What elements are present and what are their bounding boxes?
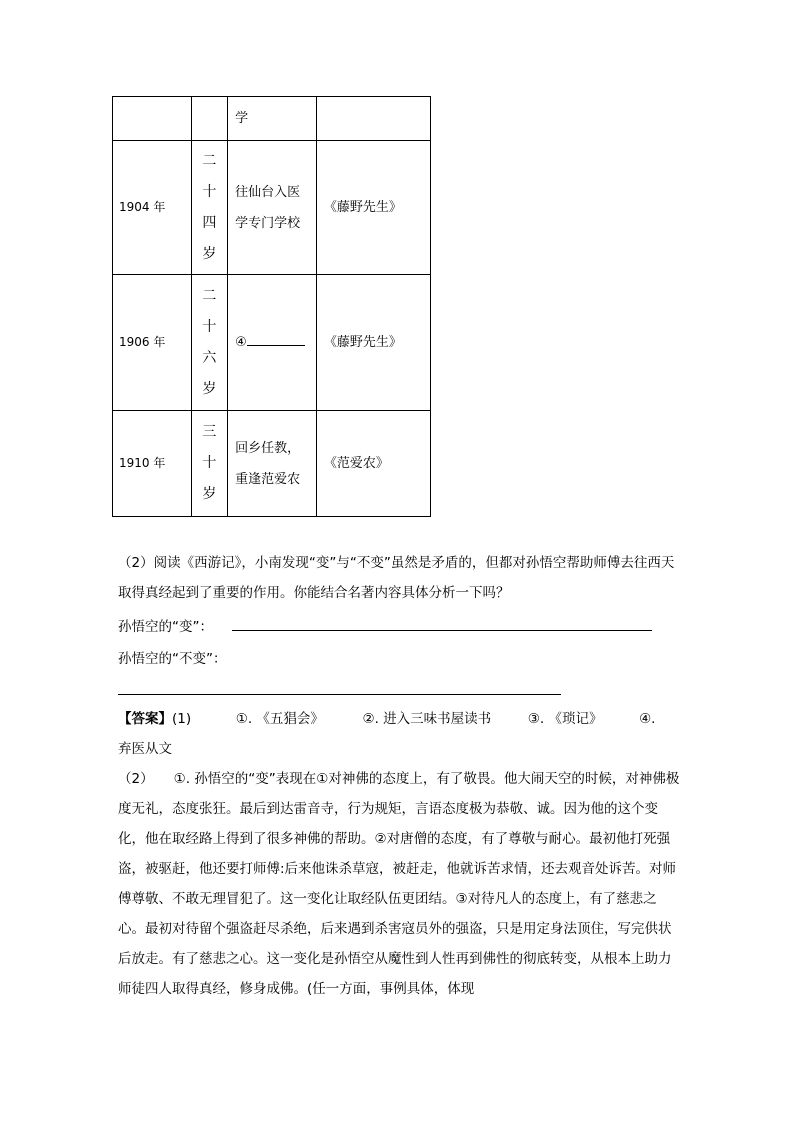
answer-item-4-cont: 弃医从文 — [118, 741, 172, 757]
age-cell — [191, 275, 227, 411]
event-cell: 往仙台入医学专门学校 — [228, 141, 317, 275]
answer-item-4: ④. — [639, 711, 656, 727]
event-cell: 回乡任教，重逢范爱农 — [228, 411, 317, 517]
work-cell: 《藤野先生》 — [316, 141, 430, 275]
age-char: 十 — [202, 183, 217, 200]
fill-blank[interactable] — [247, 331, 305, 346]
age-cell — [191, 141, 227, 275]
age-char: 岁 — [202, 486, 217, 502]
answer-part1 — [118, 704, 678, 764]
age-char: 二 — [202, 152, 217, 169]
bian-label: 孙悟空的“变”： — [118, 619, 213, 635]
timeline-table — [112, 96, 431, 517]
question-text: （2）阅读《西游记》，小南发现“变”与“不变”虽然是矛盾的，但都对孙悟空帮助师傅去往西天取得真经起到了重要的作用。你能结合名著内容具体分析一下吗？ — [118, 555, 675, 601]
bubian-label: 孙悟空的“不变”： — [118, 651, 227, 667]
year-cell — [113, 97, 192, 141]
age-char: 岁 — [202, 245, 217, 262]
age-cell — [191, 97, 227, 141]
event-cell — [228, 275, 317, 411]
year-cell: 1906 年 — [113, 275, 192, 411]
answer-item-1: ①. 《五猖会》 — [235, 711, 324, 727]
age-char: 三 — [202, 424, 217, 440]
age-char: 岁 — [202, 380, 217, 397]
blank-number: ④ — [235, 335, 247, 350]
table-row — [113, 97, 431, 141]
answer-part2-text: ①. 孙悟空的“变”表现在①对神佛的态度上，有了敬畏。他大闹天空的时候，对神佛极度无礼，态度张狂。最后到达雷音寺，行为规矩，言语态度极为恭敬、诚。因为他的这个变化，他在取经路上得到了很多神佛的帮助。②对唐僧的态度，有了尊敬与耐心。最初他打死强盗，被驱赶，他还要打师傅:后来他诛杀草寇，被赶走，他就诉苦求情，还去观音处诉苦。对师傅尊敬、不敢无理冒犯了。这一变化让取经队伍更团结。③对待凡人的态度上，有了慈悲之心。最初对待留个强盗赶尽杀绝，后来遇到杀害寇员外的强盗，只是用定身法顶住，写完供状后放走。有了慈悲之心。这一变化是孙悟空从魔性到人性再到佛性的彻底转变，从根本上助力师徒四人取得真经，修身成佛。(任一方面，事例具体，体现 — [118, 771, 680, 997]
table-row — [113, 275, 431, 411]
event-cell: 学 — [228, 97, 317, 141]
age-cell — [191, 411, 227, 517]
bian-answer-line[interactable] — [232, 630, 652, 631]
age-char: 十 — [202, 318, 217, 335]
work-cell — [316, 97, 430, 141]
answer-item-2: ②. 进入三味书屋读书 — [362, 711, 492, 727]
bubian-answer-line[interactable] — [118, 694, 561, 695]
answer-part2-num: （2） — [118, 771, 154, 787]
answer-part1-num: (1) — [172, 711, 192, 727]
year-cell: 1904 年 — [113, 141, 192, 275]
answer-part2 — [118, 764, 680, 1004]
age-char: 十 — [202, 455, 217, 471]
answer-label: 【答案】 — [118, 711, 172, 727]
age-char: 四 — [202, 214, 217, 231]
work-cell: 《藤野先生》 — [316, 275, 430, 411]
age-char: 二 — [202, 287, 217, 304]
table-row — [113, 411, 431, 517]
year-cell: 1910 年 — [113, 411, 192, 517]
work-cell: 《范爱农》 — [316, 411, 430, 517]
age-char: 六 — [202, 349, 217, 366]
table-row — [113, 141, 431, 275]
answer-item-3: ③. 《琐记》 — [527, 711, 603, 727]
